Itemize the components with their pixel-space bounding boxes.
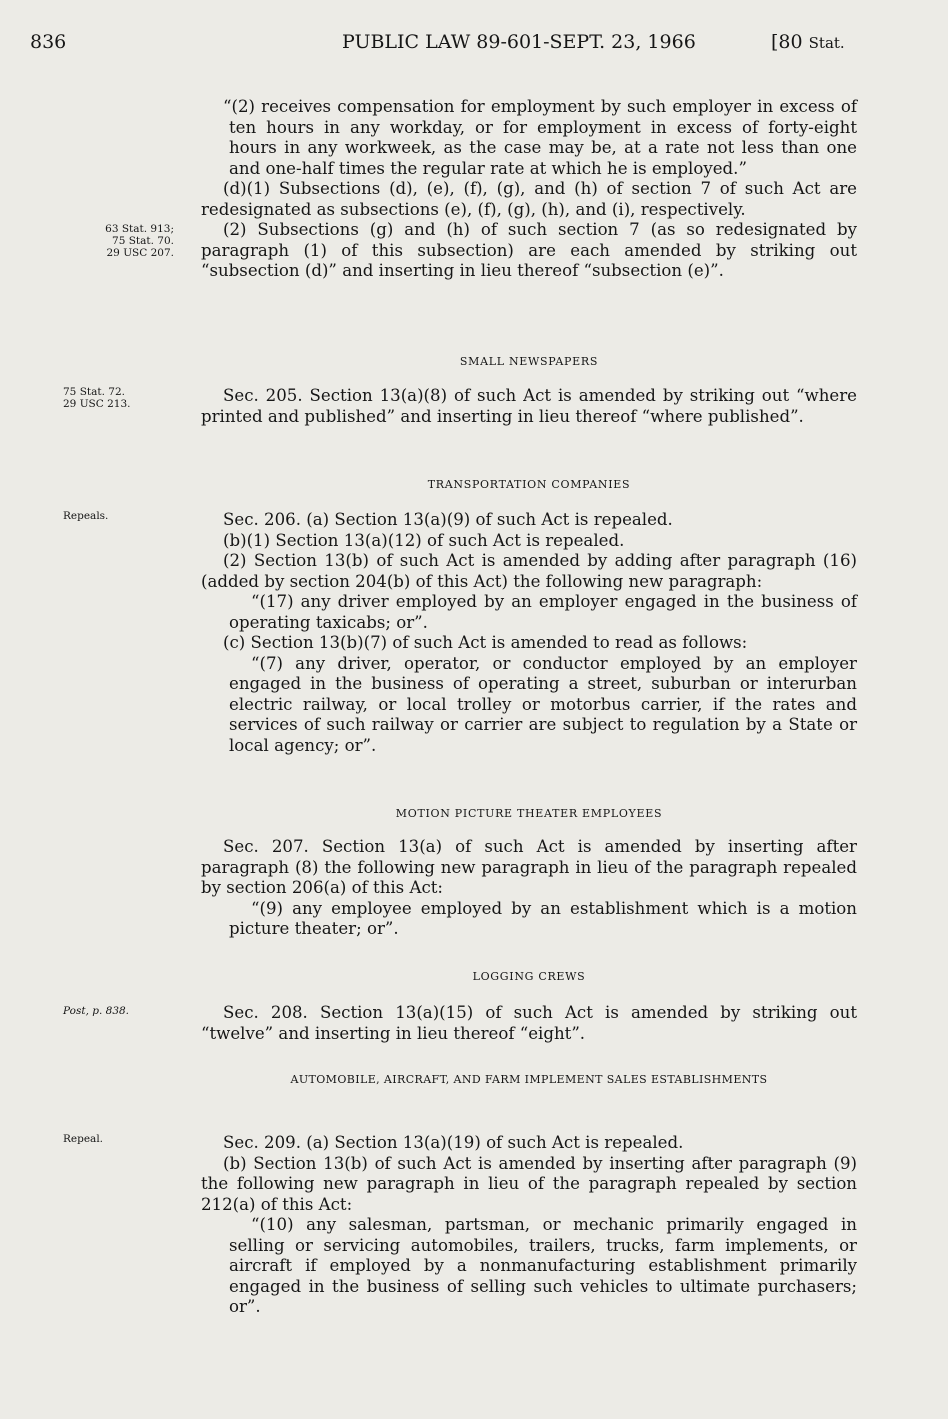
heading-logging-crews: LOGGING CREWS (472, 970, 586, 983)
margin-line: 29 USC 207. (106, 247, 174, 259)
margin-note-statutes-213 (63, 386, 131, 410)
margin-line: 29 USC 213. (63, 398, 131, 410)
section-208: Sec. 208. Section 13(a)(15) of such Act is amended by striking out “twelve” and inserting in lieu thereof “eight”. (201, 1003, 857, 1043)
margin-line: 63 Stat. 913; (105, 223, 174, 235)
volume-prefix: [80 (771, 31, 809, 53)
section-206-c: (c) Section 13(b)(7) of such Act is amended to read as follows: (223, 633, 748, 652)
margin-line: 75 Stat. 70. (112, 235, 174, 247)
quoted-paragraph-10: “(10) any salesman, partsman, or mechanic primarily engaged in selling or servicing automobiles, trailers, trucks, farm implements, or aircraft if employed by a nonmanufacturing establishment primarily engaged in the business of selling such vehicles to ultimate purchasers; or”. (229, 1215, 857, 1316)
section-206-b1: (b)(1) Section 13(a)(12) of such Act is repealed. (223, 530, 625, 550)
volume-reference (771, 27, 845, 57)
section-209-a: Sec. 209. (a) Section 13(a)(19) of such Act is repealed. (223, 1133, 684, 1152)
section-209-b: (b) Section 13(b) of such Act is amended by inserting after paragraph (9) the following new paragraph in lieu of the paragraph repealed by section 212(a) of this Act: (201, 1153, 857, 1214)
section-205: Sec. 205. Section 13(a)(8) of such Act is amended by striking out “where printed and published” and inserting in lieu thereof “where published”. (201, 386, 857, 426)
margin-note-statutes-207 (24, 223, 174, 259)
section-207: Sec. 207. Section 13(a) of such Act is amended by inserting after paragraph (8) the following new paragraph in lieu of the paragraph repealed by section 206(a) of this Act: (201, 837, 857, 897)
block-subsection-c (201, 97, 857, 282)
heading-transport-wrap (201, 478, 857, 492)
heading-motion-wrap (201, 807, 857, 821)
heading-small-newspapers-wrap (201, 355, 857, 369)
block-sec-208 (201, 1003, 857, 1044)
block-sec-207 (201, 837, 857, 940)
quoted-paragraph-9: “(9) any employee employed by an establishment which is a motion picture theater; or”. (229, 898, 857, 938)
heading-small-newspapers: SMALL NEWSPAPERS (459, 355, 599, 368)
paragraph-d2: (2) Subsections (g) and (h) of such section 7 (as so redesignated by paragraph (1) of this subsection) are each amended by striking out “subsection (d)” and inserting in lieu thereof “subsection (e)”. (201, 220, 857, 280)
heading-motion-picture: MOTION PICTURE THEATER EMPLOYEES (395, 807, 663, 820)
heading-auto-wrap (201, 1073, 857, 1087)
section-206-a: Sec. 206. (a) Section 13(a)(9) of such Act is repealed. (223, 510, 673, 529)
heading-logging-wrap (201, 970, 857, 984)
heading-transportation-companies: TRANSPORTATION COMPANIES (427, 478, 631, 491)
page-number: 836 (30, 31, 67, 53)
heading-automobile-sales: AUTOMOBILE, AIRCRAFT, AND FARM IMPLEMENT SALES ESTABLISHMENTS (290, 1073, 768, 1086)
quoted-paragraph-7: “(7) any driver, operator, or conductor employed by an employer engaged in the business of operating a street, suburban or interurban electric railway, or local trolley or motorbus carrier, if the rates and services of such railway or carrier are subject to regulation by a State or local agency; or”. (229, 653, 857, 755)
margin-note-repeals: Repeals. (63, 510, 109, 522)
block-sec-209 (201, 1133, 857, 1318)
paragraph-d1: (d)(1) Subsections (d), (e), (f), (g), and (h) of section 7 of such Act are redesignated as subsections (e), (f), (g), (h), and (i), respectively. (201, 179, 857, 219)
block-sec-205 (201, 386, 857, 427)
volume-stat: Stat. (808, 34, 845, 52)
running-title: PUBLIC LAW 89-601-SEPT. 23, 1966 (342, 31, 696, 53)
margin-note-post: Post, p. 838. (63, 1005, 130, 1017)
quoted-paragraph-17: “(17) any driver employed by an employer engaged in the business of operating taxicabs; or”. (229, 592, 857, 632)
section-206-b2: (2) Section 13(b) of such Act is amended by adding after paragraph (16) (added by section 204(b) of this Act) the following new paragraph: (201, 551, 857, 591)
margin-note-repeal: Repeal. (63, 1133, 104, 1145)
block-sec-206 (201, 510, 857, 756)
margin-line: 75 Stat. 72. (63, 386, 125, 398)
quoted-paragraph-2: “(2) receives compensation for employment by such employer in excess of ten hours in any workday, or for employment in excess of forty-eight hours in any workweek, as the case may be, at a rate not less than one and one-half times the regular rate at which he is employed.” (223, 97, 857, 178)
